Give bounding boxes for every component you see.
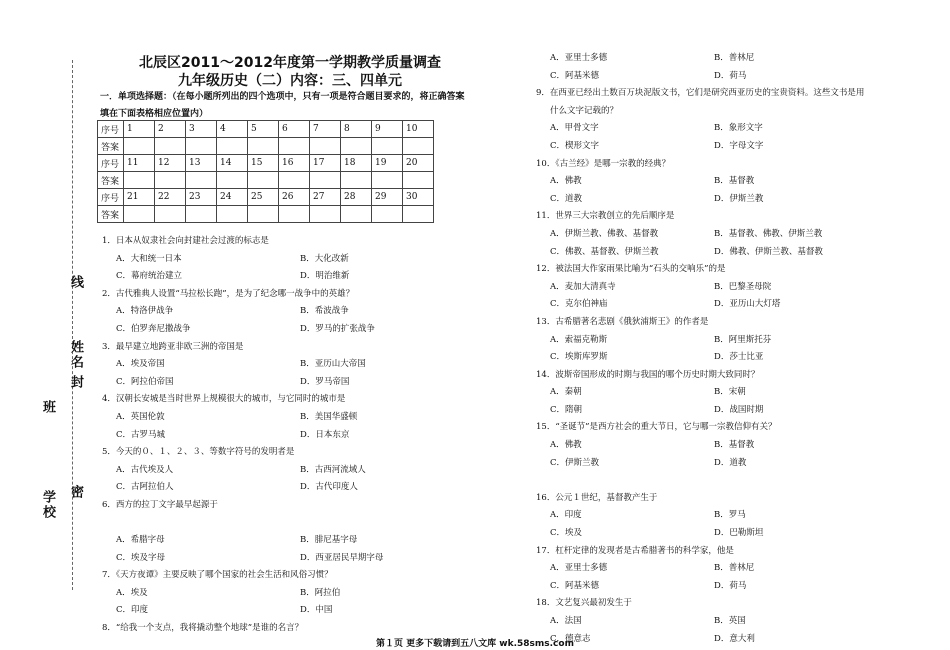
answer-cell[interactable] [341, 172, 372, 189]
option-row [536, 455, 936, 473]
option-row [102, 251, 482, 269]
option: A．甲骨文字 [550, 123, 599, 134]
question-number-cell: 4 [217, 121, 248, 138]
question-text: 15．“圣诞节”是西方社会的重大节日，它与哪一宗教信仰有关？ [536, 422, 777, 433]
question-text: 9．在西亚已经出土数百万块泥版文书，它们是研究西亚历史的宝贵资料。这些文书是用 [536, 88, 865, 99]
answer-cell[interactable] [341, 206, 372, 223]
option: D．荷马 [714, 70, 747, 81]
table-header-cell: 序号 [98, 121, 124, 138]
question-text: 6．西方的拉丁文字最早起源于 [102, 499, 218, 510]
question-number-cell: 21 [124, 189, 155, 206]
answer-cell[interactable] [124, 138, 155, 155]
option: D．字母文字 [714, 140, 764, 151]
option-row [102, 550, 482, 568]
answer-cell[interactable] [279, 206, 310, 223]
question-text: 16．公元１世纪，基督教产生于 [536, 492, 658, 503]
answer-cell[interactable] [310, 206, 341, 223]
option: C．楔形文字 [550, 140, 600, 151]
option: B．阿拉伯 [300, 587, 341, 598]
option: C．古阿拉伯人 [116, 482, 174, 493]
answer-cell[interactable] [248, 172, 279, 189]
question-number-cell: 24 [217, 189, 248, 206]
option: A．亚里士多德 [550, 53, 608, 63]
option: C．印度 [116, 605, 149, 616]
option: C．伯罗奔尼撒战争 [116, 323, 191, 334]
question-number-cell: 20 [403, 155, 434, 172]
option-row [102, 462, 482, 480]
question-text: 14．波斯帝国形成的时期与我国的哪个历史时期大致同时？ [536, 369, 760, 380]
question-text: 10．《古兰经》是哪一宗教的经典？ [536, 158, 671, 169]
question-text: 3．最早建立地跨亚非欧三洲的帝国是 [102, 341, 244, 352]
question-number-cell: 8 [341, 121, 372, 138]
option-row [102, 356, 482, 374]
option-row [536, 349, 936, 367]
option: D．战国时期 [714, 404, 764, 415]
answer-cell[interactable] [403, 172, 434, 189]
question-text: 18．文艺复兴最初发生于 [536, 598, 632, 609]
option: C．埃及 [550, 528, 583, 539]
answer-cell[interactable] [248, 138, 279, 155]
option: A．亚里士多德 [550, 563, 608, 574]
question-text: 1．日本从奴隶社会向封建社会过渡的标志是 [102, 236, 269, 246]
answer-cell[interactable] [217, 138, 248, 155]
option: D．亚历山大灯塔 [714, 299, 781, 310]
option: C．克尔伯神庙 [550, 299, 608, 310]
option-row [536, 279, 936, 297]
name-label: 姓名 [68, 340, 83, 370]
table-header-cell: 答案 [98, 206, 124, 223]
question-text: 8．“给我一个支点，我将撬动整个地球”是谁的名言？ [102, 623, 304, 634]
option: A．秦朝 [550, 387, 582, 398]
answer-cell[interactable] [186, 138, 217, 155]
option-row [102, 585, 482, 603]
answer-cell[interactable] [248, 206, 279, 223]
option-row [102, 374, 482, 392]
option: A．佛教 [550, 176, 582, 187]
option: B．普林尼 [714, 53, 755, 63]
table-answer-row [98, 172, 434, 189]
option: C．古罗马城 [116, 429, 166, 440]
option-row [536, 525, 936, 543]
question-text: 5．今天的０、１、２、３、等数字符号的发明者是 [102, 447, 295, 458]
table-number-row [98, 189, 434, 206]
option: C．隋朝 [550, 404, 583, 415]
option: B．腓尼基字母 [300, 535, 358, 546]
option: A．古代埃及人 [116, 464, 174, 475]
question-number-cell: 22 [155, 189, 186, 206]
option: A．埃及帝国 [116, 359, 165, 370]
exam-subtitle: 九年级历史（二）内容：三、四单元 [178, 73, 402, 89]
question-number-cell: 19 [372, 155, 403, 172]
option-row [536, 384, 936, 402]
question-number-cell: 3 [186, 121, 217, 138]
table-answer-row [98, 138, 434, 155]
option: B．基督教 [714, 176, 755, 187]
school-label: 学校 [40, 490, 55, 520]
question-number-cell: 1 [124, 121, 155, 138]
question-text: 2．古代雅典人设置“马拉松长跑”，是为了纪念哪一战争中的英雄？ [102, 288, 355, 299]
option: D．莎士比亚 [714, 352, 764, 363]
table-answer-row [98, 206, 434, 223]
seal-label: 密 [68, 485, 83, 500]
option-row [102, 479, 482, 497]
option-row [536, 560, 936, 578]
answer-cell[interactable] [155, 138, 186, 155]
option: C．伊斯兰教 [550, 457, 600, 468]
table-number-row [98, 155, 434, 172]
option: A．特洛伊战争 [116, 306, 174, 317]
question-text: 13．古希腊著名悲剧《俄狄浦斯王》的作者是 [536, 316, 709, 327]
instructions: 一．单项选择题：（在每小题所列出的四个选项中，只有一项是符合题目要求的，将正确答案填在下面表格相应位置内） [100, 92, 465, 119]
question-text: 7．《天方夜谭》主要反映了哪个国家的社会生活和风俗习惯？ [102, 570, 333, 581]
option: A．印度 [550, 510, 582, 521]
answer-cell[interactable] [279, 138, 310, 155]
option: B．英国 [714, 616, 746, 626]
question-number-cell: 15 [248, 155, 279, 172]
question-number-cell: 6 [279, 121, 310, 138]
option: B．基督教、佛教、伊斯兰教 [714, 228, 823, 239]
table-header-cell: 答案 [98, 138, 124, 155]
option: D．罗马的扩张战争 [300, 323, 375, 334]
answer-cell[interactable] [403, 138, 434, 155]
question-number-cell: 11 [124, 155, 155, 172]
table-header-cell: 答案 [98, 172, 124, 189]
option-row [536, 507, 936, 525]
option: D．意大利 [714, 633, 755, 644]
option-row [536, 613, 936, 631]
page-footer: 第１页 更多下载请到五八文库 wk.58sms.com [376, 639, 574, 649]
option: D．巴勒斯坦 [714, 528, 764, 539]
option-row [536, 332, 936, 350]
option-row [102, 303, 482, 321]
question-number-cell: 12 [155, 155, 186, 172]
answer-cell[interactable] [124, 206, 155, 223]
question-number-cell: 29 [372, 189, 403, 206]
option: D．伊斯兰教 [714, 193, 764, 204]
option: A．伊斯兰教、佛教、基督教 [550, 228, 659, 239]
option: B．美国华盛顿 [300, 411, 358, 422]
option: A．大和统一日本 [116, 253, 182, 264]
answer-cell[interactable] [372, 206, 403, 223]
answer-cell[interactable] [217, 172, 248, 189]
option: D．日本东京 [300, 429, 350, 440]
question-text: 17．杠杆定律的发现者是古希腊著书的科学家，他是 [536, 545, 734, 556]
option: C．阿基米德 [550, 70, 600, 81]
option: D．罗马帝国 [300, 376, 350, 387]
question-text: 4．汉朝长安城是当时世界上规模很大的城市，与它同时的城市是 [102, 394, 346, 405]
option: D．荷马 [714, 580, 747, 591]
option: B．象形文字 [714, 123, 763, 134]
option-row [536, 244, 936, 262]
answer-cell[interactable] [279, 172, 310, 189]
option: B．希波战争 [300, 306, 349, 317]
answer-cell[interactable] [310, 172, 341, 189]
table-header-cell: 序号 [98, 155, 124, 172]
right-column [536, 50, 936, 648]
question-number-cell: 14 [217, 155, 248, 172]
option-row [536, 437, 936, 455]
option: D．明治维新 [300, 271, 350, 282]
option: A．法国 [550, 616, 582, 626]
answer-cell[interactable] [372, 138, 403, 155]
option-row [102, 321, 482, 339]
option-row [536, 120, 936, 138]
option-row [102, 602, 482, 620]
question-number-cell: 23 [186, 189, 217, 206]
binding-margin [38, 250, 98, 600]
exam-title: 北辰区2011～2012年度第一学期教学质量调查 [139, 55, 441, 71]
option: A．佛教 [550, 440, 582, 451]
question-text: 12．被法国大作家雨果比喻为“石头的交响乐”的是 [536, 264, 726, 275]
option: D．中国 [300, 605, 333, 616]
option: C．阿基米德 [550, 580, 600, 591]
question-number-cell: 16 [279, 155, 310, 172]
option: A．英国伦敦 [116, 411, 165, 422]
option-row [102, 532, 482, 550]
option: B．阿里斯托芬 [714, 334, 772, 345]
left-column [102, 233, 482, 638]
question-number-cell: 10 [403, 121, 434, 138]
question-number-cell: 25 [248, 189, 279, 206]
option: B．古西河流域人 [300, 464, 366, 475]
question-number-cell: 17 [310, 155, 341, 172]
option: B．宋朝 [714, 387, 746, 398]
option: C．佛教、基督教、伊斯兰教 [550, 246, 659, 257]
answer-table [97, 120, 434, 223]
option-row [536, 402, 936, 420]
option: D．道教 [714, 457, 747, 468]
question-text: 什么文字记载的？ [550, 105, 619, 116]
option: C．阿拉伯帝国 [116, 376, 174, 387]
option: C．埃及字母 [116, 552, 166, 563]
answer-cell[interactable] [372, 172, 403, 189]
class-label: 班 [40, 400, 55, 415]
option: A．埃及 [116, 587, 148, 598]
answer-cell[interactable] [186, 172, 217, 189]
feng-label: 封 [68, 375, 83, 390]
question-number-cell: 30 [403, 189, 434, 206]
option-row [536, 191, 936, 209]
option: C．德意志 [550, 633, 591, 644]
option: C．幕府统治建立 [116, 271, 183, 282]
option-row [102, 427, 482, 445]
answer-cell[interactable] [310, 138, 341, 155]
option-row [536, 296, 936, 314]
option-row [536, 173, 936, 191]
option: A．麦加大清真寺 [550, 281, 616, 292]
question-number-cell: 7 [310, 121, 341, 138]
question-number-cell: 28 [341, 189, 372, 206]
answer-cell[interactable] [403, 206, 434, 223]
answer-cell[interactable] [217, 206, 248, 223]
question-number-cell: 26 [279, 189, 310, 206]
answer-cell[interactable] [341, 138, 372, 155]
option-row [102, 268, 482, 286]
option: B．基督教 [714, 440, 755, 451]
option-row [536, 578, 936, 596]
option: D．佛教、伊斯兰教、基督教 [714, 246, 823, 257]
option: C．道教 [550, 193, 583, 204]
option: D．古代印度人 [300, 482, 358, 493]
option: A．希腊字母 [116, 535, 165, 546]
option-row [536, 226, 936, 244]
option: B．普林尼 [714, 563, 755, 574]
question-number-cell: 2 [155, 121, 186, 138]
question-number-cell: 27 [310, 189, 341, 206]
table-number-row [98, 121, 434, 138]
option: B．亚历山大帝国 [300, 359, 366, 370]
option: B．大化改新 [300, 253, 349, 264]
table-header-cell: 序号 [98, 189, 124, 206]
answer-cell[interactable] [124, 172, 155, 189]
answer-cell[interactable] [155, 172, 186, 189]
question-number-cell: 5 [248, 121, 279, 138]
line-label: 线 [68, 275, 83, 290]
option-row [536, 50, 936, 68]
option-row [102, 409, 482, 427]
question-number-cell: 9 [372, 121, 403, 138]
answer-cell[interactable] [155, 206, 186, 223]
option-row [536, 68, 936, 86]
question-text: 11．世界三大宗教创立的先后顺序是 [536, 211, 675, 222]
question-number-cell: 13 [186, 155, 217, 172]
option-row [536, 138, 936, 156]
option: C．埃斯库罗斯 [550, 352, 608, 363]
option: B．巴黎圣母院 [714, 281, 772, 292]
option: D．西亚居民早期字母 [300, 552, 384, 563]
option: A．索福克勒斯 [550, 334, 608, 345]
option: B．罗马 [714, 510, 746, 521]
answer-cell[interactable] [186, 206, 217, 223]
question-number-cell: 18 [341, 155, 372, 172]
